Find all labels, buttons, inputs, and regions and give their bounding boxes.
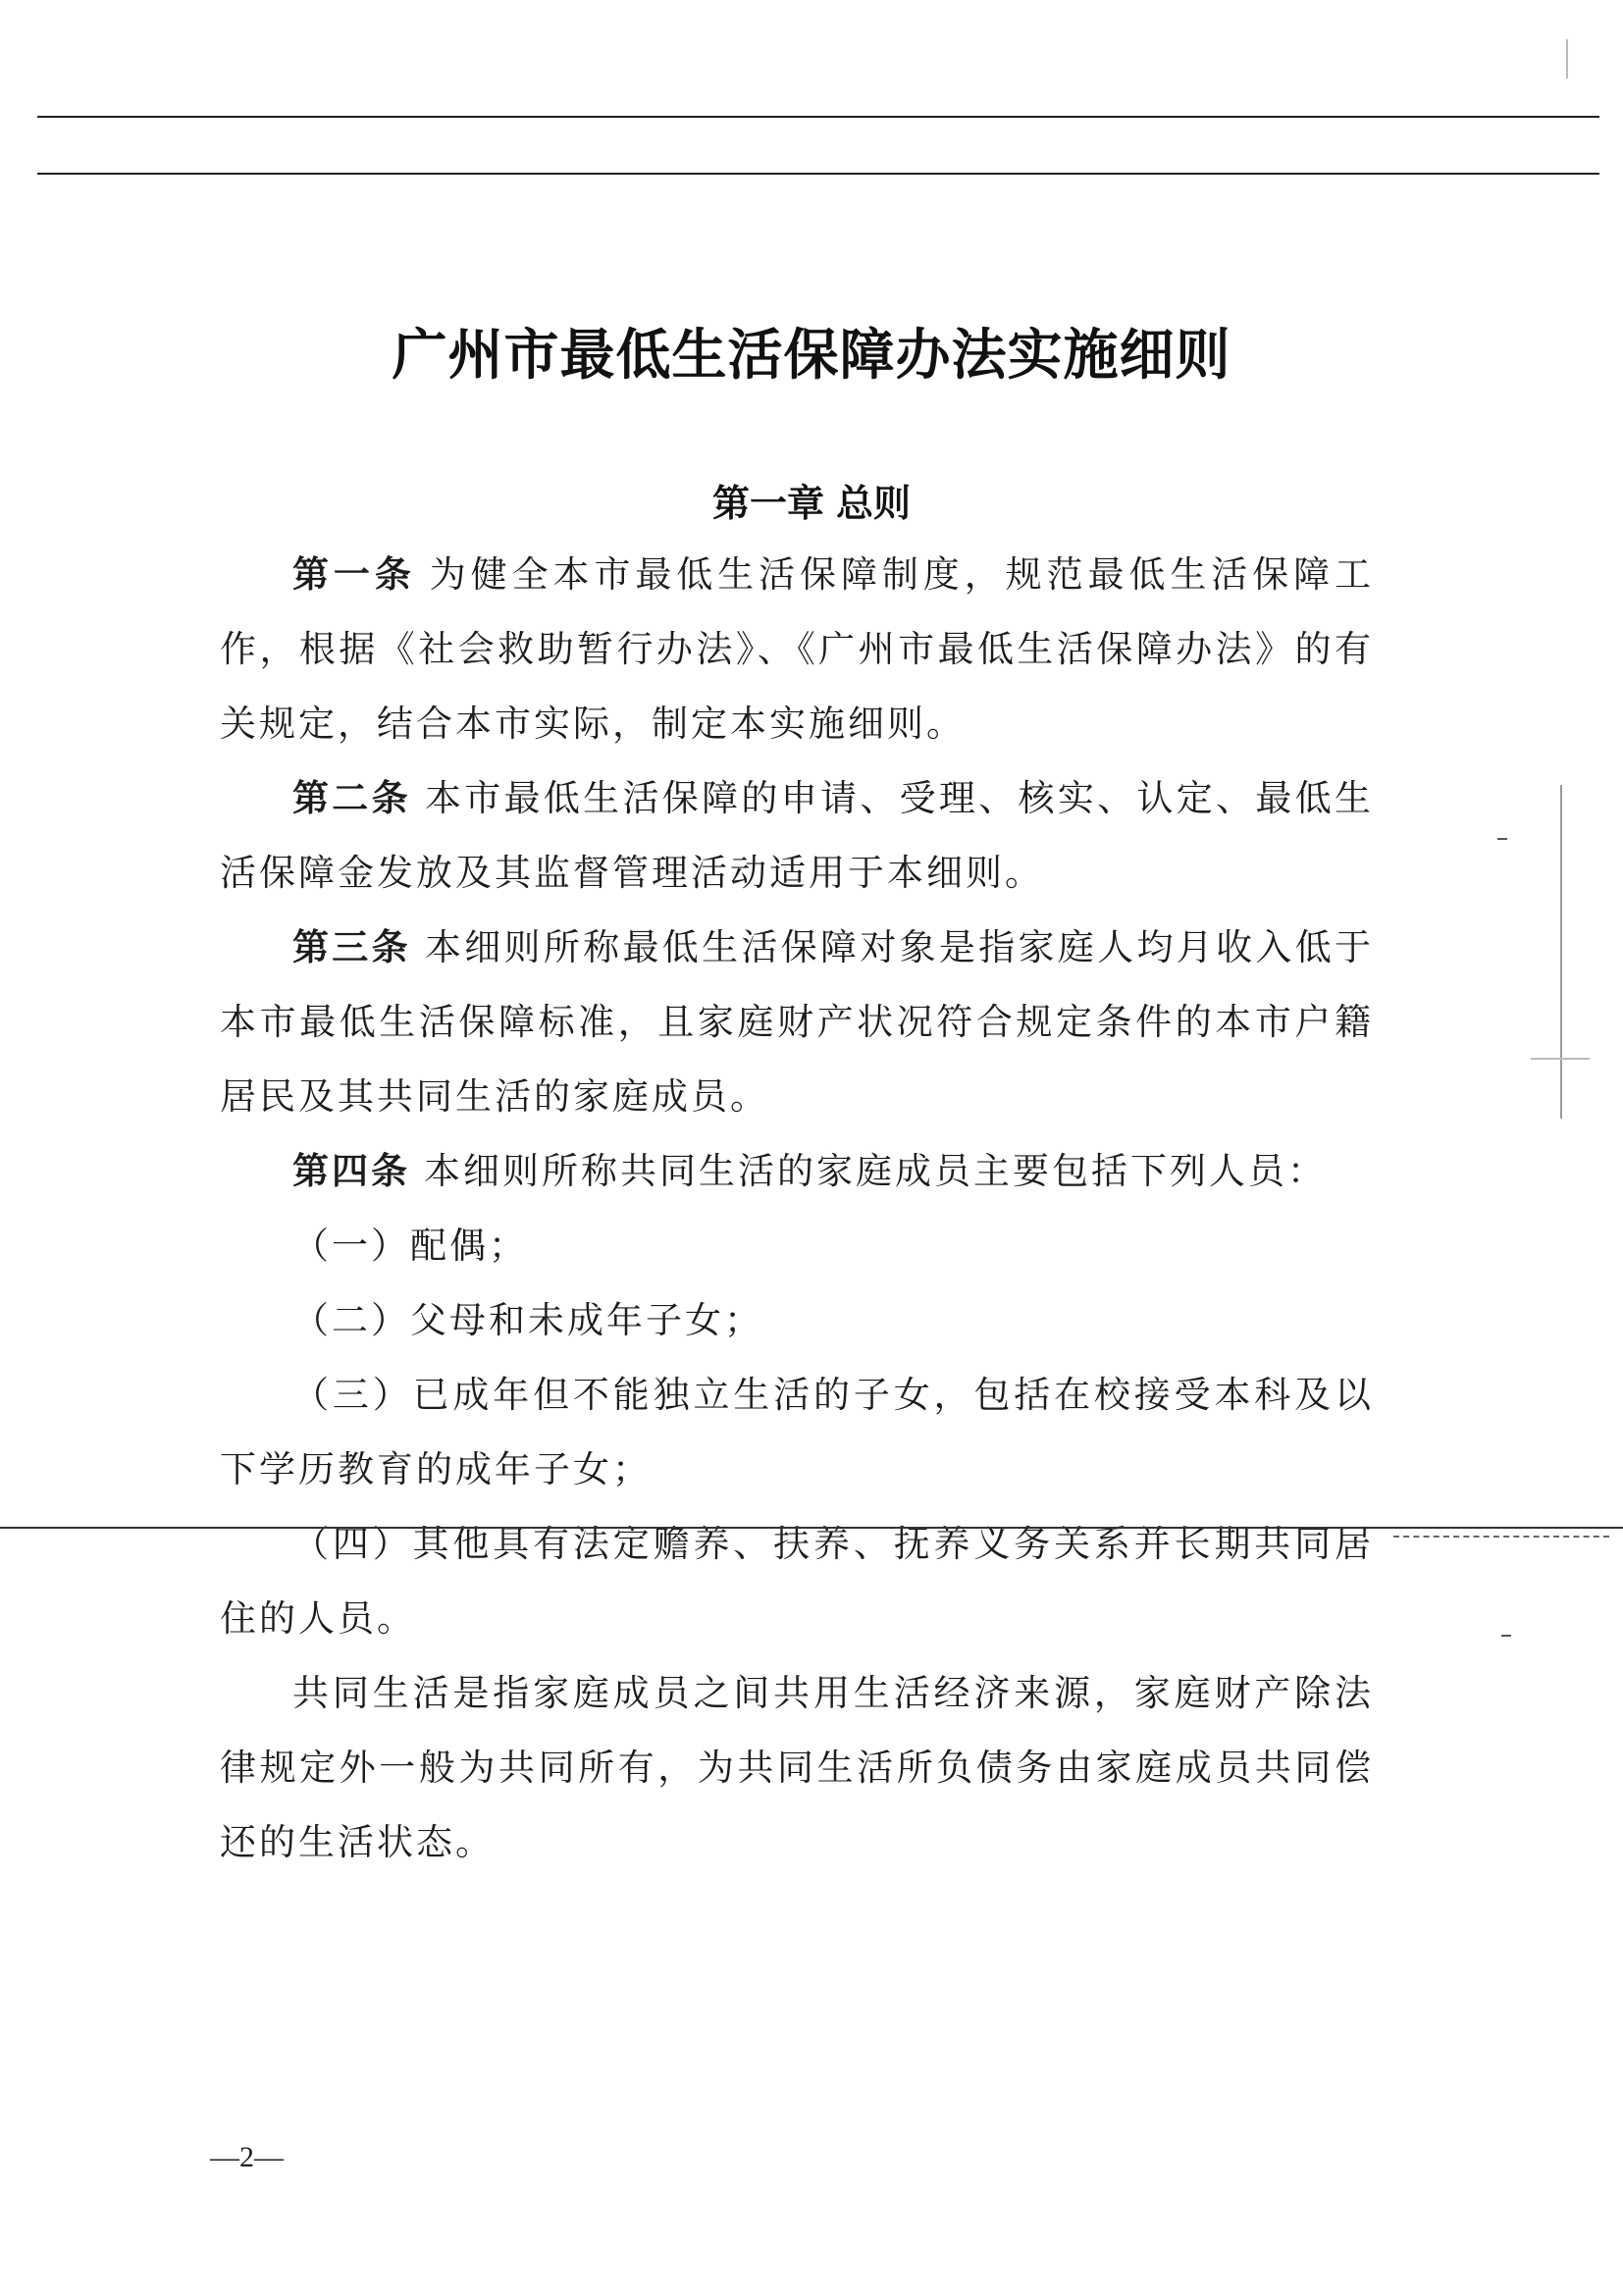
chapter-heading xyxy=(0,473,1623,527)
scan-tick-mark xyxy=(1497,838,1507,840)
article-text: 本细则所称最低生活保障对象是指家庭人均月收入低于本市最低生活保障标准，且家庭财产状况符合规定条件的本市户籍居民及其共同生活的家庭成员。 xyxy=(220,926,1375,1118)
article-label: 第一条 xyxy=(292,553,416,596)
article-text: 本市最低生活保障的申请、受理、核实、认定、最低生活保障金发放及其监督管理活动适用于本细则。 xyxy=(220,777,1375,894)
article-4 xyxy=(220,1134,1374,1209)
list-item: （三）已成年但不能独立生活的子女，包括在校接受本科及以下学历教育的成年子女； xyxy=(220,1374,1374,1490)
scan-margin-mark xyxy=(1531,1058,1590,1060)
article-3 xyxy=(220,911,1374,1134)
header-rule-bottom xyxy=(37,173,1599,175)
header-rule-top xyxy=(37,116,1599,118)
article-text: 为健全本市最低生活保障制度，规范最低生活保障工作，根据《社会救助暂行办法》、《广州市最低生活保障办法》的有关规定，结合本市实际，制定本实施细则。 xyxy=(220,553,1375,745)
chapter-number: 第一章 xyxy=(711,482,824,525)
chapter-name: 总则 xyxy=(836,482,912,525)
list-item: （二）父母和未成年子女； xyxy=(292,1299,763,1341)
article-1 xyxy=(220,538,1374,761)
article-label: 第二条 xyxy=(292,777,411,819)
document-body xyxy=(220,538,1374,1880)
scan-margin-mark xyxy=(1566,39,1568,78)
scan-fold-dash xyxy=(1393,1536,1609,1538)
scan-fold-line xyxy=(0,1527,1623,1529)
scan-tick-mark xyxy=(1501,1635,1511,1637)
page-number: —2— xyxy=(210,2141,284,2173)
article-label: 第四条 xyxy=(292,1150,410,1192)
article-label: 第三条 xyxy=(292,926,411,968)
document-title: 广州市最低生活保障办法实施细则 xyxy=(392,324,1231,388)
article-2 xyxy=(220,761,1374,911)
article-text: 本细则所称共同生活的家庭成员主要包括下列人员： xyxy=(424,1150,1327,1192)
scan-margin-mark xyxy=(1560,785,1562,1119)
closing-paragraph: 共同生活是指家庭成员之间共用生活经济来源，家庭财产除法律规定外一般为共同所有，为共同生活所负债务由家庭成员共同偿还的生活状态。 xyxy=(220,1672,1374,1863)
list-item: （一）配偶； xyxy=(292,1225,528,1267)
list-item: （四）其他具有法定赡养、扶养、抚养义务关系并长期共同居住的人员。 xyxy=(220,1523,1374,1640)
